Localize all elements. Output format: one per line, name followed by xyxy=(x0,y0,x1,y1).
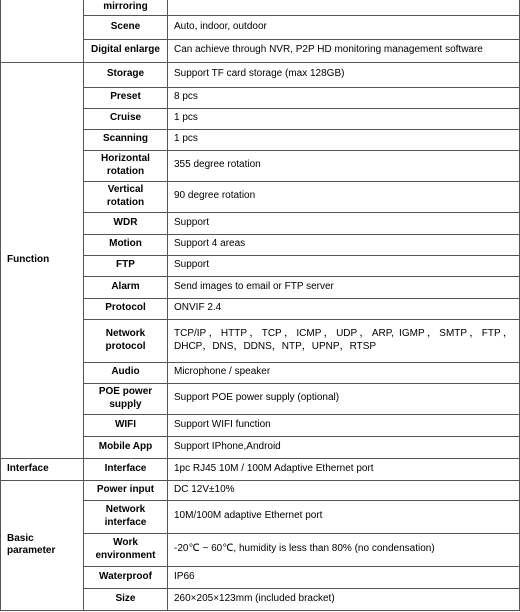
spec-value: Can achieve through NVR, P2P HD monitoring management software xyxy=(168,39,520,62)
spec-name: Network interface xyxy=(84,500,168,533)
category-cell-continued xyxy=(1,0,84,62)
spec-name: Network protocol xyxy=(84,319,168,362)
spec-name: Scene xyxy=(84,15,168,39)
spec-name: Interface xyxy=(84,458,168,480)
spec-name: Waterproof xyxy=(84,566,168,588)
spec-name: Alarm xyxy=(84,276,168,298)
spec-value: 1pc RJ45 10M / 100M Adaptive Ethernet port xyxy=(168,458,520,480)
spec-value: Support TF card storage (max 128GB) xyxy=(168,62,520,87)
spec-value: 1 pcs xyxy=(168,108,520,129)
spec-value: Auto, indoor, outdoor xyxy=(168,15,520,39)
spec-value: Send images to email or FTP server xyxy=(168,276,520,298)
spec-value: Support 4 areas xyxy=(168,234,520,255)
spec-name: Protocol xyxy=(84,298,168,319)
spec-value: 1 pcs xyxy=(168,129,520,150)
spec-name: Motion xyxy=(84,234,168,255)
spec-name: Power input xyxy=(84,480,168,500)
spec-value: TCP/IP，HTTP，TCP，ICMP，UDP，ARP, IGMP，SMTP，FTP，DHCP，DNS，DDNS，NTP，UPNP，RTSP xyxy=(168,319,520,362)
spec-name: Cruise xyxy=(84,108,168,129)
spec-value: 355 degree rotation xyxy=(168,150,520,181)
table-row xyxy=(1,458,520,480)
table-row xyxy=(1,62,520,87)
spec-value xyxy=(168,0,520,15)
spec-value: IP66 xyxy=(168,566,520,588)
spec-value: Support POE power supply (optional) xyxy=(168,383,520,414)
spec-value: Support WIFI function xyxy=(168,414,520,436)
spec-name: FTP xyxy=(84,255,168,276)
spec-name: POE power supply xyxy=(84,383,168,414)
spec-name: Preset xyxy=(84,87,168,108)
spec-value: Support IPhone,Android xyxy=(168,436,520,458)
category-function: Function xyxy=(1,62,84,458)
table-row xyxy=(1,0,520,15)
spec-name: Horizontal rotation xyxy=(84,150,168,181)
spec-value: -20℃ ~ 60℃, humidity is less than 80% (no condensation) xyxy=(168,533,520,566)
spec-name: Vertical rotation xyxy=(84,181,168,212)
spec-name: Digital enlarge xyxy=(84,39,168,62)
spec-name: Work environment xyxy=(84,533,168,566)
spec-name: Audio xyxy=(84,362,168,383)
spec-value: 10M/100M adaptive Ethernet port xyxy=(168,500,520,533)
spec-name: Size xyxy=(84,588,168,610)
spec-name: Mobile App xyxy=(84,436,168,458)
spec-name: WDR xyxy=(84,212,168,234)
spec-value: ONVIF 2.4 xyxy=(168,298,520,319)
spec-value: Support xyxy=(168,255,520,276)
category-basic-parameter: Basic parameter xyxy=(1,480,84,610)
spec-value: 90 degree rotation xyxy=(168,181,520,212)
spec-value: Microphone / speaker xyxy=(168,362,520,383)
spec-name: mirroring xyxy=(84,0,168,15)
spec-value: 8 pcs xyxy=(168,87,520,108)
spec-name: Storage xyxy=(84,62,168,87)
spec-name: WIFI xyxy=(84,414,168,436)
category-interface: Interface xyxy=(1,458,84,480)
spec-value: 260×205×123mm (included bracket) xyxy=(168,588,520,610)
spec-value: DC 12V±10% xyxy=(168,480,520,500)
spec-value: Support xyxy=(168,212,520,234)
table-row xyxy=(1,480,520,500)
spec-name: Scanning xyxy=(84,129,168,150)
